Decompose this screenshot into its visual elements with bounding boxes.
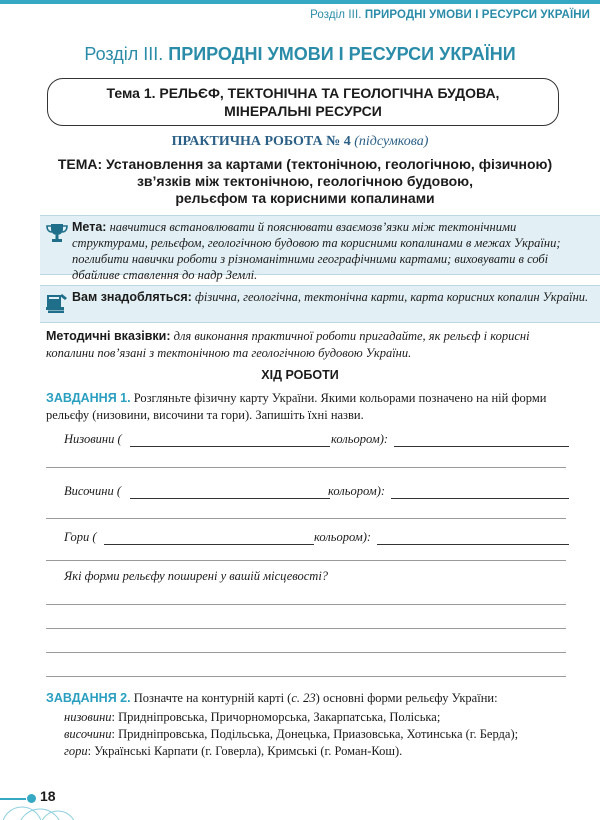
fill-line[interactable] (104, 544, 314, 545)
page-number: 18 (40, 788, 56, 804)
folio-dot (27, 794, 36, 803)
fill-line[interactable] (130, 498, 330, 499)
goal-box (40, 215, 600, 282)
topic-line-2: МІНЕРАЛЬНІ РЕСУРСИ (224, 103, 382, 119)
list-item: височини: Придніпровська, Подільська, Донецька, Приазовська, Хотинська (г. Берда); (64, 727, 519, 741)
answer-line[interactable] (46, 652, 566, 653)
theme-heading: ТЕМА: Установлення за картами (тектонічною, геологічною, фізичною) зв’язків між тектонічною, геологічною будовою, рельєфом та корисними копалинами (57, 156, 553, 206)
relief-forms-list (64, 709, 584, 760)
running-head-text: Розділ III. ПРИРОДНІ УМОВИ І РЕСУРСИ УКРАЇНИ (310, 9, 590, 21)
fill-line[interactable] (394, 446, 569, 447)
task-2-label: ЗАВДАННЯ 2. (46, 691, 131, 705)
topic-box (47, 78, 559, 126)
answer-line[interactable] (46, 604, 566, 605)
fill-row-lowlands[interactable]: Низовини ( кольором): (64, 432, 569, 452)
answer-line[interactable] (46, 518, 566, 519)
answer-line[interactable] (46, 560, 566, 561)
trophy-icon (46, 222, 68, 244)
section-title: Розділ III. ПРИРОДНІ УМОВИ І РЕСУРСИ УКРАЇНИ (84, 44, 516, 64)
materials-box (40, 285, 600, 323)
task-2: ЗАВДАННЯ 2. Позначте на контурній карті (с. 23) основні форми рельєфу України: (46, 691, 498, 705)
fill-row-mountains[interactable]: Гори ( кольором): (64, 530, 569, 550)
answer-line[interactable] (46, 467, 566, 468)
topic-line-1: Тема 1. РЕЛЬЄФ, ТЕКТОНІЧНА ТА ГЕОЛОГІЧНА БУДОВА, (106, 85, 500, 101)
local-relief-question: Які форми рельєфу поширені у вашій місцевості? (64, 569, 329, 583)
atlas-books-icon (45, 292, 69, 314)
fill-line[interactable] (377, 544, 569, 545)
page-number-folio (0, 785, 100, 820)
task-1 (46, 390, 570, 424)
fill-line[interactable] (130, 446, 330, 447)
fill-line[interactable] (391, 498, 569, 499)
fill-row-uplands[interactable]: Височини ( кольором): (64, 484, 569, 504)
answer-line[interactable] (46, 676, 566, 677)
folio-line (0, 798, 26, 800)
list-item: низовини: Придніпровська, Причорноморська, Закарпатська, Поліська; (64, 710, 441, 724)
practical-work-title: ПРАКТИЧНА РОБОТА № 4 (підсумкова) (171, 134, 429, 149)
list-item: гори: Українські Карпати (г. Говерла), Кримські (г. Роман-Кош). (64, 744, 403, 758)
task-1-label: ЗАВДАННЯ 1. (46, 391, 131, 405)
materials-text: Вам знадобляться: фізична, геологічна, тектонічна карти, карта корисних копалин України. (72, 290, 589, 304)
method-instructions: Методичні вказівки: для виконання практичної роботи пригадайте, як рельєф і корисні копалини пов’язані з тектонічною та геологічною будовою України. (46, 329, 530, 360)
running-head (0, 0, 600, 28)
answer-line[interactable] (46, 628, 566, 629)
task-1-text: Розгляньте фізичну карту України. Якими кольорами позначено на ній форми рельєфу (низовини, височини та гори). Запишіть їхні назви. (46, 391, 547, 422)
goal-text: Мета: навчитися встановлювати й пояснювати взаємозв’язки між тектонічними структурами, рельєфом, геологічною будовою та корисними копалинами в межах України; поглибити навички роботи з різноманітними географічними картами; виховувати в собі дбайливе ставлення до надр Землі. (72, 220, 561, 282)
top-accent-bar (0, 0, 600, 4)
course-heading: ХІД РОБОТИ (261, 368, 339, 382)
